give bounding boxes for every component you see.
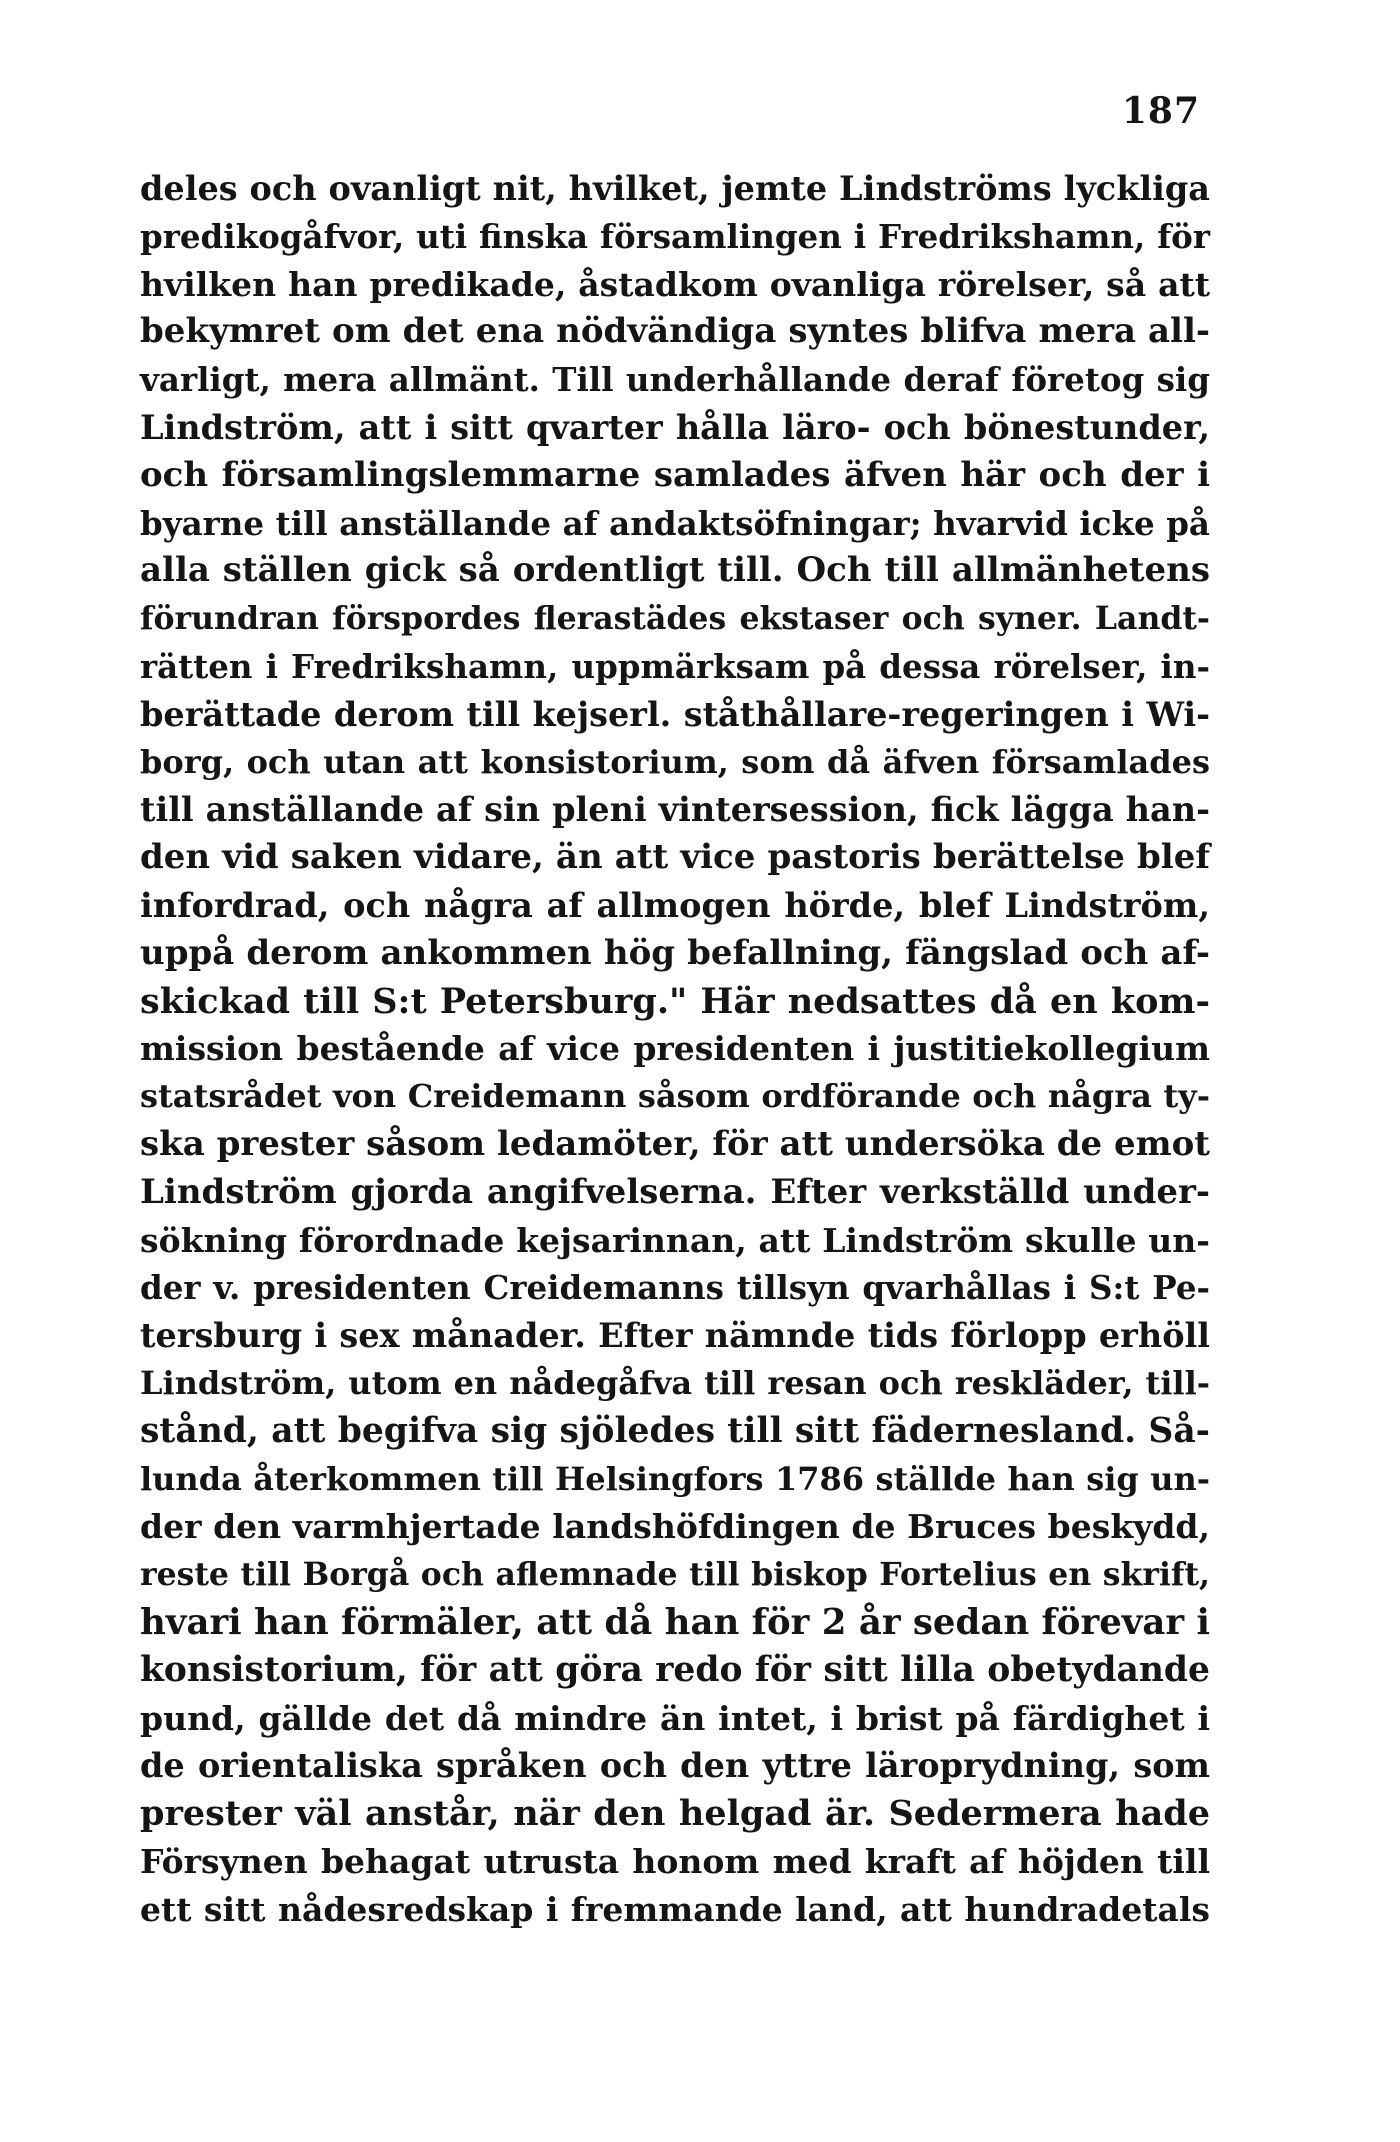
text-line: Lindström gjorda angifvelserna. Efter verkställd under- [140,1171,1210,1212]
text-line: de orientaliska språken och den yttre läroprydning, som [140,1746,1210,1786]
text-line: berättade derom till kejserl. ståthållare-regeringen i Wi- [140,694,1210,734]
text-line: Försynen behagat utrusta honom med kraft af höjden till [140,1841,1210,1881]
text-line: deles och ovanligt nit, hvilket, jemte Lindströms lyckliga [140,169,1210,208]
text-line: rätten i Fredrikshamn, uppmärksam på dessa rörelser, in- [140,646,1210,686]
text-line: skickad till S:t Petersburg." Här nedsattes då en kom- [140,980,1210,1022]
text-line: lunda återkommen till Helsingfors 1786 ställde han sig un- [140,1459,1210,1498]
text-line: predikogåfvor, uti finska församlingen i Fredrikshamn, för [140,216,1210,256]
text-line: tersburg i sex månader. Efter nämnde tids förlopp erhöll [140,1316,1210,1356]
text-line: hvilken han predikade, åstadkom ovanliga rörelser, så att [140,264,1210,304]
text-line: konsistorium, för att göra redo för sitt lilla obetydande [140,1649,1210,1690]
text-line: statsrådet von Creidemann såsom ordförande och några ty- [140,1077,1210,1116]
text-line: ska prester såsom ledamöter, för att undersöka de emot [140,1123,1210,1164]
text-line: prester väl anstår, när den helgad är. Sedermera hade [140,1793,1210,1835]
text-line: borg, och utan att konsistorium, som då äfven församlades [140,742,1210,781]
text-line: der den varmhjertade landshöfdingen de Bruces beskydd, [140,1507,1210,1547]
text-line: infordrad, och några af allmogen hörde, blef Lindström, [140,885,1210,925]
text-line: ett sitt nådesredskap i fremmande land, att hundradetals [140,1889,1210,1929]
text-line: Lindström, utom en nådegåfva till resan och reskläder, till- [140,1363,1210,1402]
body-text [140,165,1210,1933]
text-line: den vid saken vidare, än att vice pastoris berättelse blef [140,837,1210,878]
text-line: pund, gällde det då mindre än intet, i brist på färdighet i [140,1698,1210,1738]
text-line: der v. presidenten Creidemanns tillsyn qvarhållas i S:t Pe- [140,1268,1210,1308]
text-line: alla ställen gick så ordentligt till. Och till allmänhetens [140,550,1210,591]
text-line: reste till Borgå och aflemnade till biskop Fortelius en skrift, [140,1556,1210,1594]
text-line: och församlingslemmarne samlades äfven här och der i [140,454,1210,495]
text-line: mission bestående af vice presidenten i justitiekollegium [140,1029,1210,1069]
text-line: stånd, att begifva sig sjöledes till sitt fädernesland. Så- [140,1410,1210,1451]
text-line: Lindström, att i sitt qvarter hålla läro- och bönestunder, [140,407,1210,447]
text-line: sökning förordnade kejsarinnan, att Lindström skulle un- [140,1220,1210,1260]
text-line: uppå derom ankommen hög befallning, fängslad och af- [140,932,1210,973]
text-line: till anställande af sin pleni vintersession, fick lägga han- [140,790,1210,830]
page-number: 187 [1121,90,1200,132]
text-line: hvari han förmäler, att då han för 2 år sedan förevar i [140,1601,1210,1643]
text-line: varligt, mera allmänt. Till underhållande deraf företog sig [140,360,1210,400]
text-line: förundran förspordes flerastädes ekstaser och syner. Landt- [140,600,1210,638]
text-line: bekymret om det ena nödvändiga syntes blifva mera all- [140,311,1210,352]
text-line: byarne till anställande af andaktsöfningar; hvarvid icke på [140,503,1210,543]
